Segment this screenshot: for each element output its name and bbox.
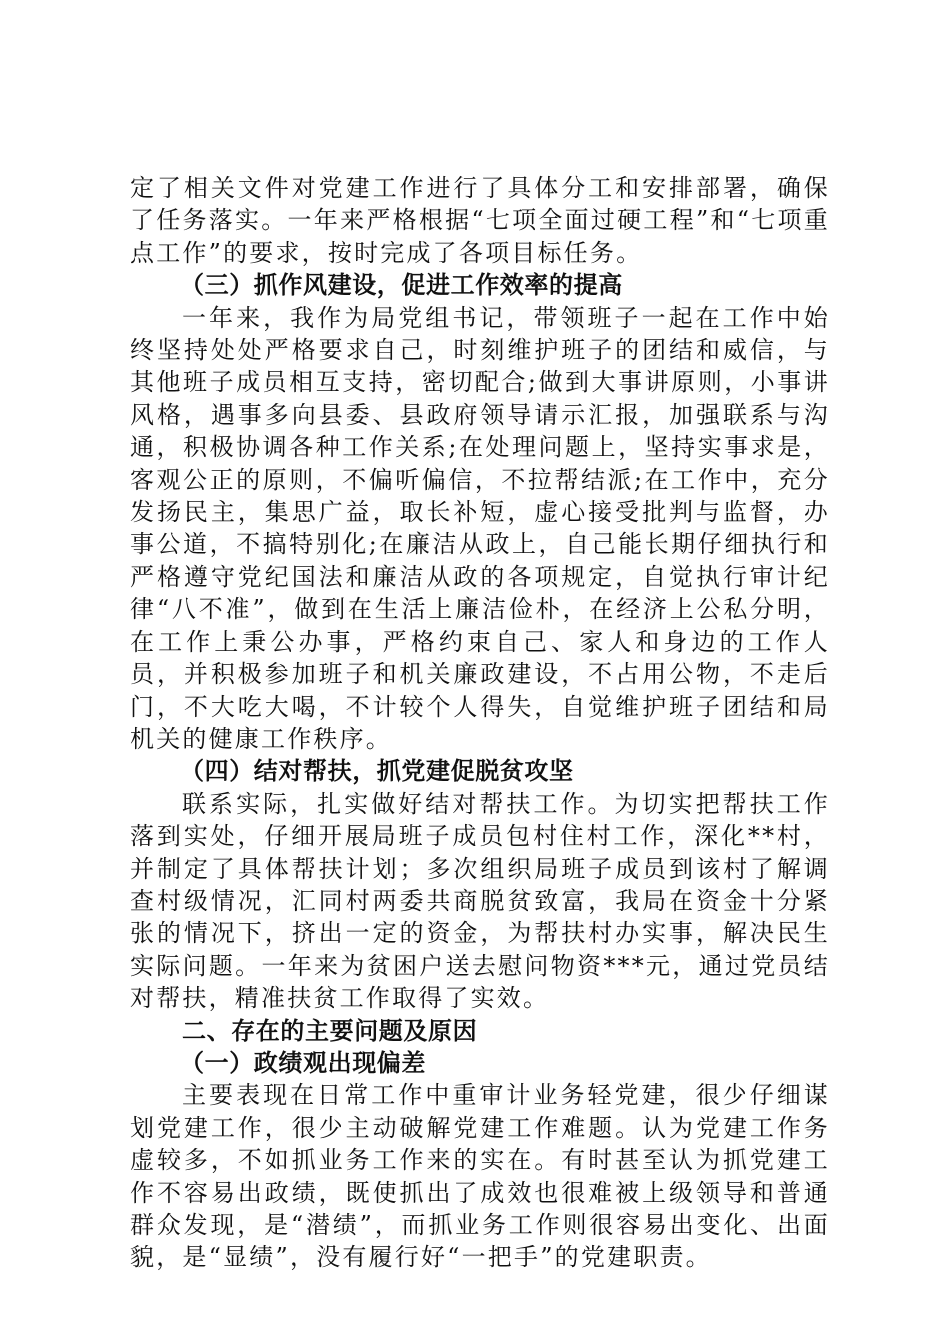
heading-paired-assistance: （四）结对帮扶，抓党建促脱贫攻坚 <box>180 757 574 786</box>
paragraph-performance-view: 主要表现在日常工作中重审计业务轻党建，很少仔细谋划党建工作，很少主动破解党建工作难题。认为党建工作务虚较多，不如抓业务工作来的实在。有时甚至认为抓党建工作不容易出政绩，既使抓出了成效也很难被上级领导和普通群众发现，是“潜绩”，而抓业务工作则很容易出变化、出面貌，是“显绩”，没有履行好“一把手”的党建职责。 <box>130 1081 830 1272</box>
heading-work-style: （三）抓作风建设，促进工作效率的提高 <box>180 271 623 300</box>
paragraph-work-style: 一年来，我作为局党组书记，带领班子一起在工作中始终坚持处处严格要求自己，时刻维护班子的团结和威信，与其他班子成员相互支持，密切配合;做到大事讲原则，小事讲风格，遇事多向县委、县政府领导请示汇报，加强联系与沟通，积极协调各种工作关系;在处理问题上，坚持实事求是，客观公正的原则，不偏听偏信，不拉帮结派;在工作中，充分发扬民主，集思广益，取长补短，虚心接受批判与监督，办事公道，不搞特别化;在廉洁从政上，自己能长期仔细执行和严格遵守党纪国法和廉洁从政的各项规定，自觉执行审计纪律“八不准”，做到在生活上廉洁俭朴，在经济上公私分明，在工作上秉公办事，严格约束自己、家人和身边的工作人员，并积极参加班子和机关廉政建设，不占用公物，不走后门，不大吃大喝，不计较个人得失，自觉维护班子团结和局机关的健康工作秩序。 <box>130 303 830 753</box>
document-body <box>130 172 830 1274</box>
heading-main-problems: 二、存在的主要问题及原因 <box>182 1016 478 1045</box>
paragraph-paired-assistance: 联系实际，扎实做好结对帮扶工作。为切实把帮扶工作落到实处，仔细开展局班子成员包村住村工作，深化**村，并制定了具体帮扶计划；多次组织局班子成员到该村了解调查村级情况，汇同村两委共商脱贫致富，我局在资金十分紧张的情况下，挤出一定的资金，为帮扶村办实事，解决民生实际问题。一年来为贫困户送去慰问物资***元，通过党员结对帮扶，精准扶贫工作取得了实效。 <box>130 789 830 1013</box>
paragraph-party-building-arrangement: 定了相关文件对党建工作进行了具体分工和安排部署，确保了任务落实。一年来严格根据“七项全面过硬工程”和“七项重点工作”的要求，按时完成了各项目标任务。 <box>130 174 830 267</box>
heading-performance-view: （一）政绩观出现偏差 <box>180 1048 426 1077</box>
